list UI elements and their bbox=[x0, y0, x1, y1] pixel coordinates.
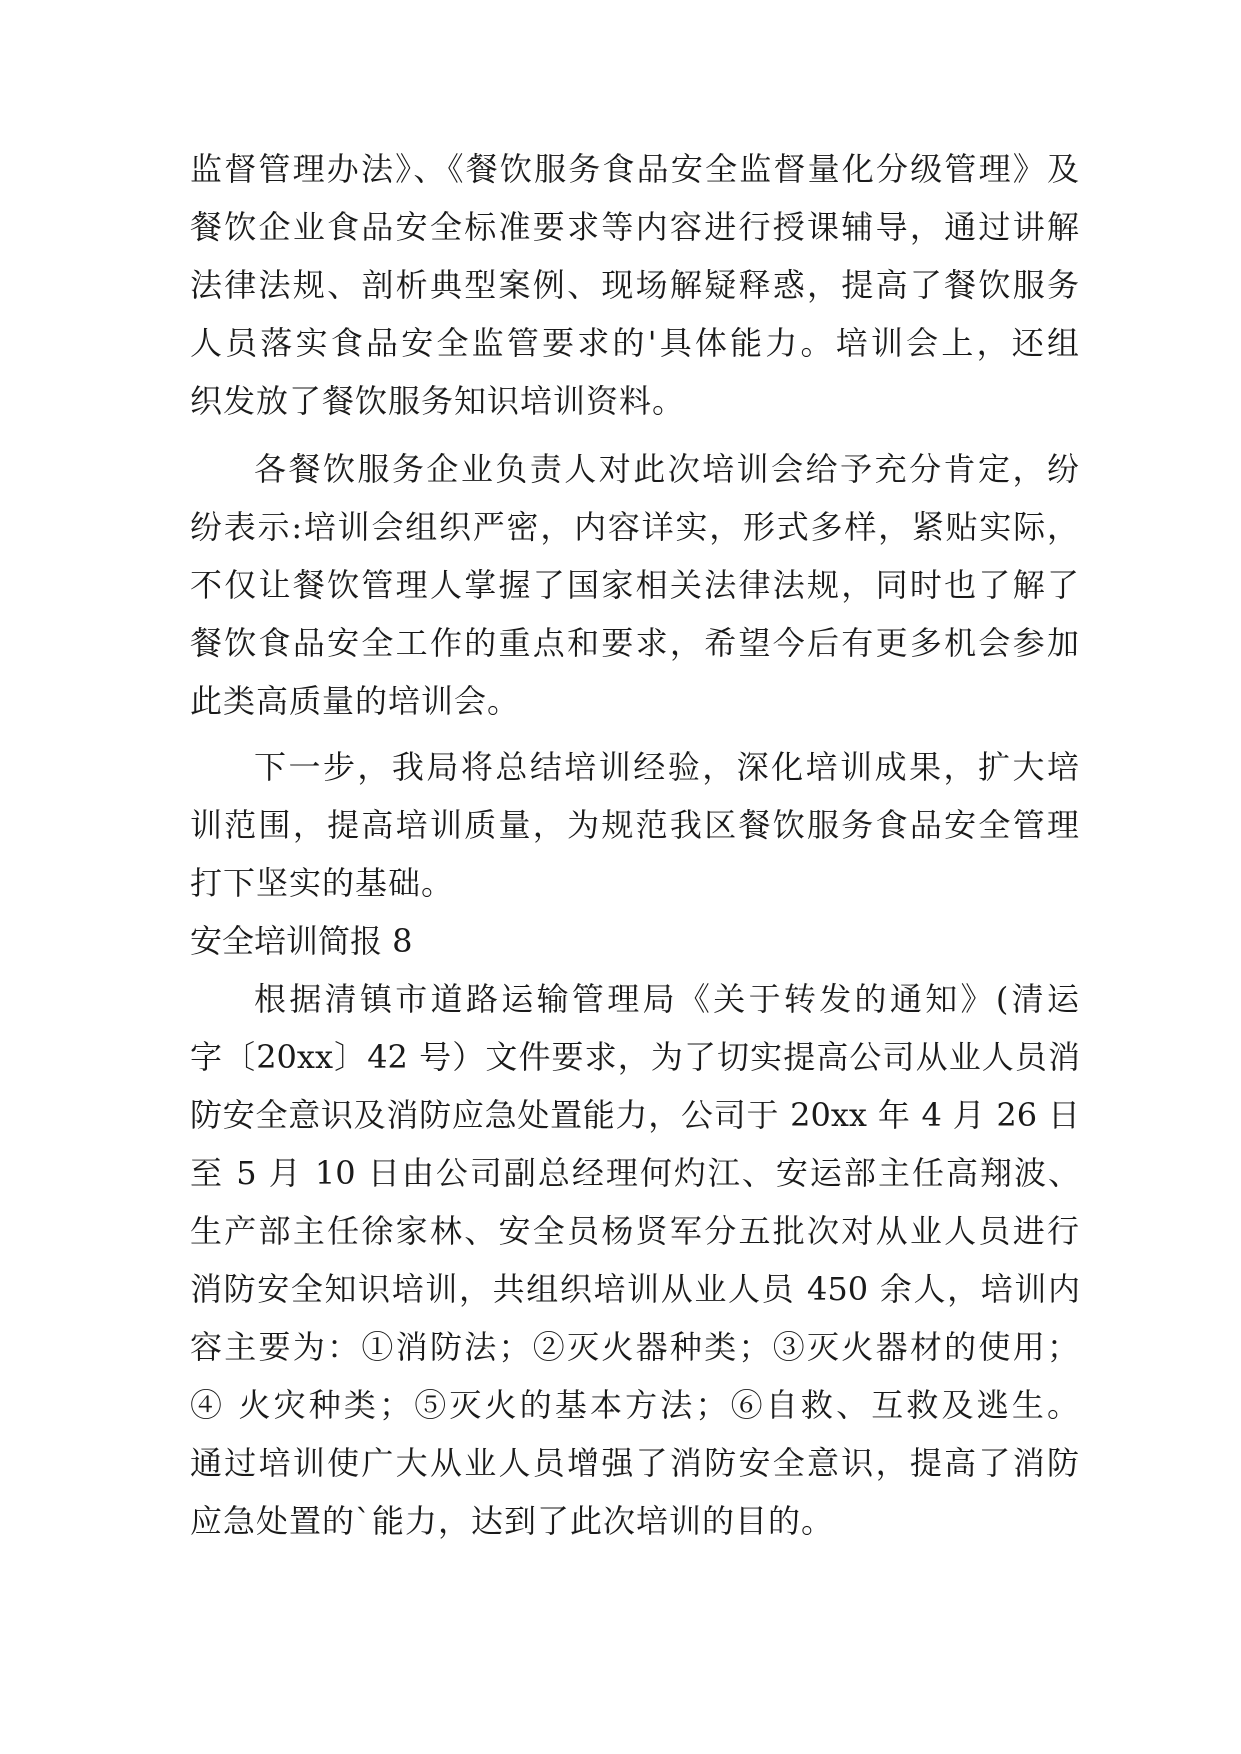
text-line: 不仅让餐饮管理人掌握了国家相关法律法规，同时也了解了 bbox=[190, 566, 1080, 604]
paragraph-first-line: 根据清镇市道路运输管理局《关于转发的通知》(清运 bbox=[254, 980, 1080, 1018]
text-line: 打下坚实的基础。 bbox=[190, 864, 455, 902]
text-line: 纷表示:培训会组织严密，内容详实，形式多样，紧贴实际， bbox=[190, 508, 1080, 546]
text-line: 防安全意识及消防应急处置能力，公司于 20xx 年 4 月 26 日 bbox=[190, 1096, 1080, 1134]
paragraph-first-line: 下一步，我局将总结培训经验，深化培训成果，扩大培 bbox=[254, 748, 1080, 786]
text-line: 应急处置的`能力，达到了此次培训的目的。 bbox=[190, 1502, 835, 1540]
text-line: 消防安全知识培训，共组织培训从业人员 450 余人，培训内 bbox=[190, 1270, 1080, 1308]
text-line: ④ 火灾种类；⑤灭火的基本方法；⑥自救、互救及逃生。 bbox=[190, 1386, 1080, 1424]
text-line: 字〔20xx〕42 号）文件要求，为了切实提高公司从业人员消 bbox=[190, 1038, 1080, 1076]
text-line: 生产部主任徐家林、安全员杨贤军分五批次对从业人员进行 bbox=[190, 1212, 1080, 1250]
text-line: 餐饮企业食品安全标准要求等内容进行授课辅导，通过讲解 bbox=[190, 208, 1080, 246]
text-line: 训范围，提高培训质量，为规范我区餐饮服务食品安全管理 bbox=[190, 806, 1080, 844]
text-line: 餐饮食品安全工作的重点和要求，希望今后有更多机会参加 bbox=[190, 624, 1080, 662]
text-line: 至 5 月 10 日由公司副总经理何灼江、安运部主任高翔波、 bbox=[190, 1154, 1080, 1192]
section-heading: 安全培训简报 8 bbox=[190, 922, 413, 960]
text-line: 法律法规、剖析典型案例、现场解疑释惑，提高了餐饮服务 bbox=[190, 266, 1080, 304]
text-line: 监督管理办法》、《餐饮服务食品安全监督量化分级管理》及 bbox=[190, 150, 1080, 188]
text-line: 织发放了餐饮服务知识培训资料。 bbox=[190, 382, 686, 420]
text-line: 此类高质量的培训会。 bbox=[190, 682, 521, 720]
paragraph-first-line: 各餐饮服务企业负责人对此次培训会给予充分肯定，纷 bbox=[254, 450, 1080, 488]
text-line: 人员落实食品安全监管要求的'具体能力。培训会上，还组 bbox=[190, 324, 1080, 362]
text-line: 通过培训使广大从业人员增强了消防安全意识，提高了消防 bbox=[190, 1444, 1080, 1482]
text-line: 容主要为：①消防法；②灭火器种类；③灭火器材的使用； bbox=[190, 1328, 1080, 1366]
